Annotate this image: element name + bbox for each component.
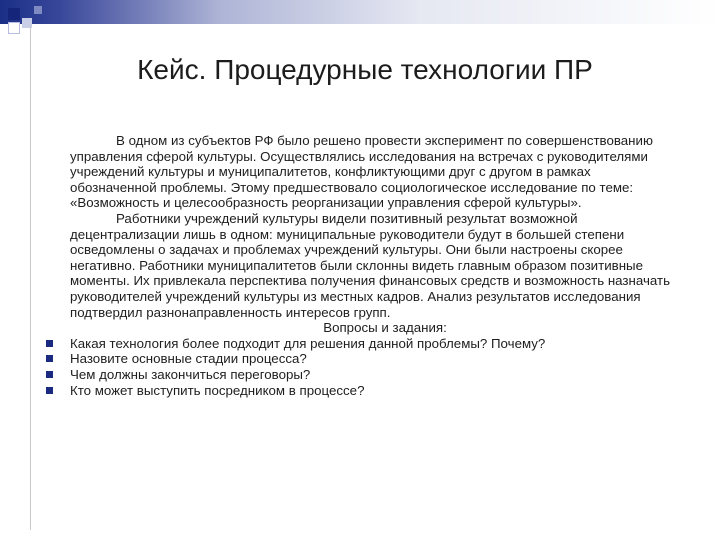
list-item [70, 351, 670, 367]
question-text: Кто может выступить посредником в процессе? [70, 382, 365, 398]
left-divider-line [30, 24, 31, 530]
slide-body [70, 133, 670, 398]
square-bullet-icon [46, 340, 53, 347]
decor-square-dark [8, 8, 20, 20]
decor-square-mid [34, 6, 42, 14]
header-gradient-bar [0, 0, 720, 24]
list-item [70, 336, 670, 352]
questions-list [70, 336, 670, 398]
questions-heading: Вопросы и задания: [323, 320, 447, 336]
list-item [70, 383, 670, 399]
question-text: Какая технология более подходит для решения данной проблемы? Почему? [70, 335, 546, 351]
case-paragraph-1: В одном из субъектов РФ было решено провести эксперимент по совершенствованию управления сферой культуры. Осуществлялись исследования на встречах с руководителями учреждений культуры и муниципалитетов, конфликтующими друг с другом в рамках обозначенной проблемы. Этому предшествовало социологическое исследование по теме: «Возможность и целесообразность реорганизации управления сферой культуры». [70, 133, 653, 211]
question-text: Чем должны закончиться переговоры? [70, 366, 311, 382]
case-paragraph-2: Работники учреждений культуры видели позитивный результат возможной децентрализации лишь в одном: муниципальные руководители будут в большей степени осведомлены о задачах и проблемах учреждений культуры. Они были настроены скорее негативно. Работники муниципалитетов были склонны видеть главным образом позитивные моменты. Их привлекала перспектива получения финансовых средств и возможность назначать руководителей учреждений культуры из местных кадров. Анализ результатов исследования подтвердил разнонаправленность интересов групп. [70, 210, 671, 320]
list-item [70, 367, 670, 383]
slide-title: Кейс. Процедурные технологии ПР [137, 54, 593, 85]
decor-square-outline [8, 22, 20, 34]
square-bullet-icon [46, 387, 53, 394]
question-text: Назовите основные стадии процесса? [70, 351, 307, 367]
square-bullet-icon [46, 371, 53, 378]
square-bullet-icon [46, 355, 53, 362]
